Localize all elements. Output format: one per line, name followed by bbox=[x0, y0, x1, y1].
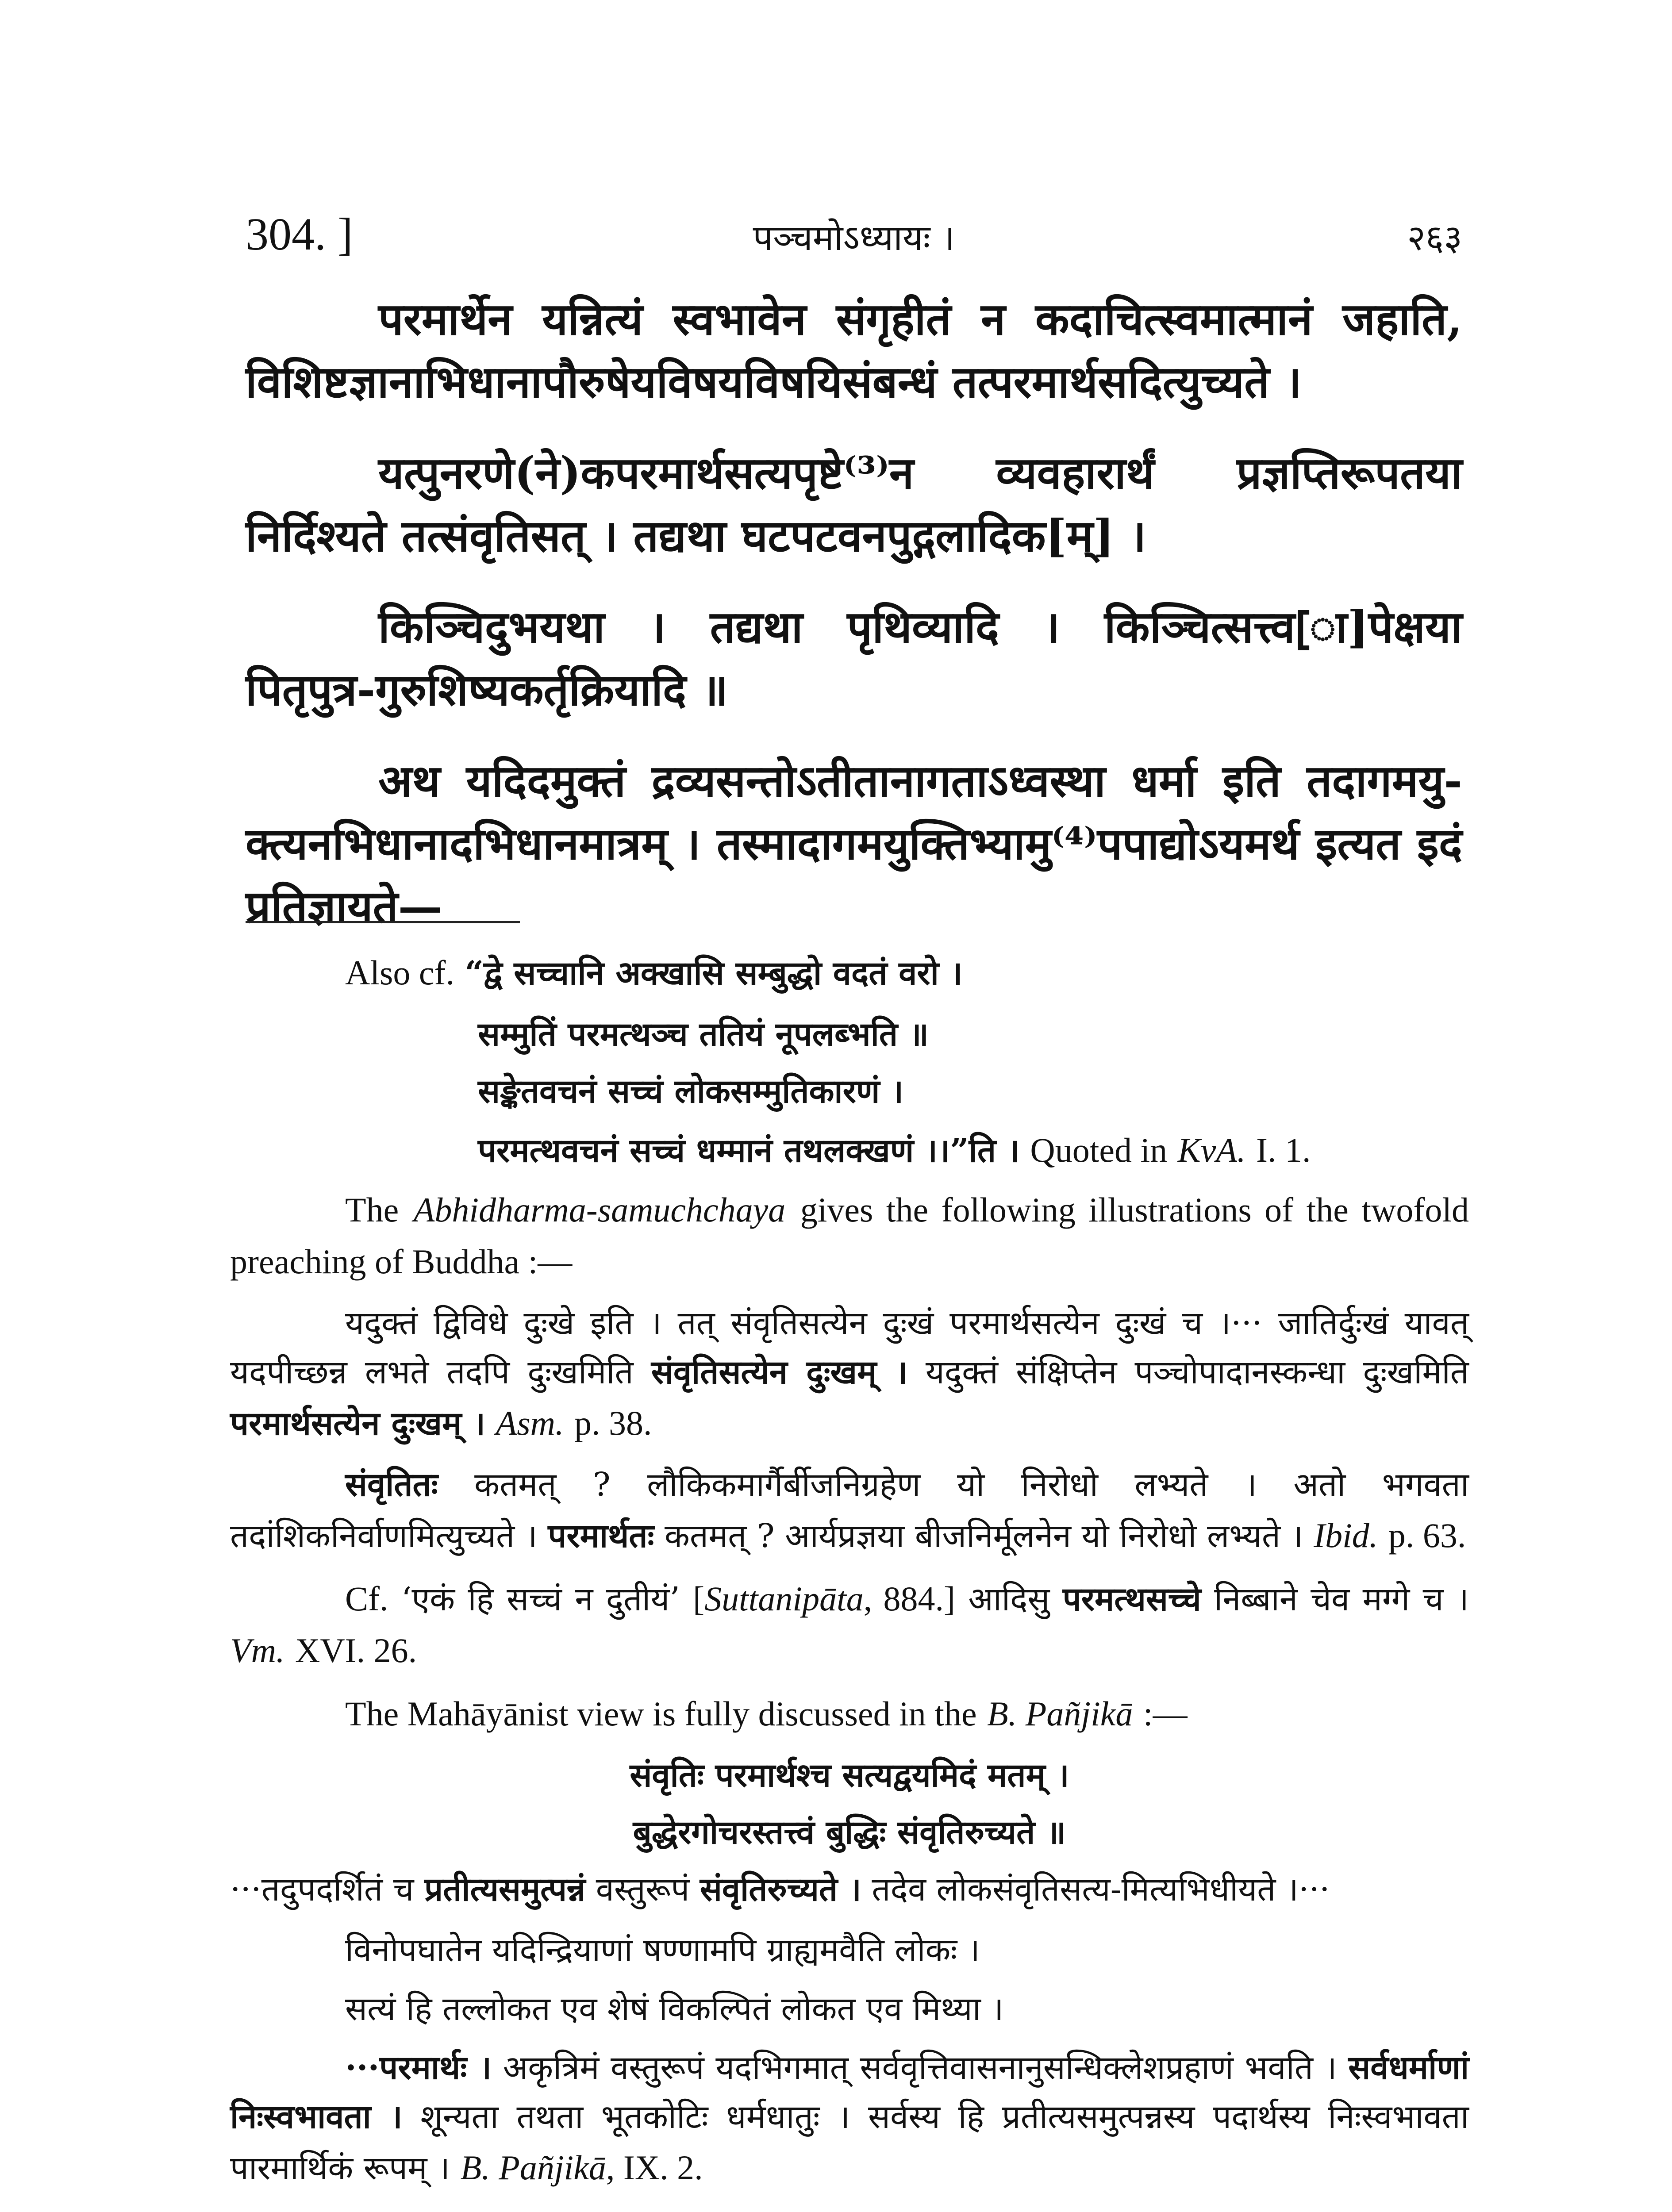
bp-line-2: सत्यं हि तल्लोकत एव शेषं विकल्पितं लोकत एव मिथ्या । bbox=[345, 1990, 1004, 2028]
pali-verse-4: परमत्थवचनं सच्चं धम्मानं तथलक्खणं ।।”ति । bbox=[478, 1132, 1020, 1170]
bp-ref-title: B. Pañjikā bbox=[460, 2148, 606, 2187]
cf-text-d: निब्बाने चेव मग्गे च । bbox=[1214, 1580, 1469, 1618]
asam-intro-the: The bbox=[345, 1190, 399, 1229]
asm-quote-1 bbox=[230, 1299, 1469, 1449]
cf-text-c: परमत्थसच्चे bbox=[1062, 1580, 1201, 1618]
asm-quote-2-bold-a: संवृतितः bbox=[345, 1466, 438, 1504]
bp-paragraph-1 bbox=[230, 1865, 1469, 1914]
footnote-divider bbox=[246, 921, 520, 923]
asm-quote-2-text-d: कतमत् ? आर्यप्रज्ञया बीजनिर्मूलनेन यो निरोधो लभ्यते । bbox=[664, 1517, 1303, 1555]
chapter-title: पञ्चमोऽध्यायः । bbox=[753, 217, 955, 258]
main-text bbox=[246, 288, 1462, 966]
bp-p2-a: ···परमार्थः । bbox=[345, 2049, 492, 2087]
other-views bbox=[230, 2205, 1469, 2212]
asm-quote-2-bold-c: परमार्थतः bbox=[548, 1517, 654, 1555]
pali-verse-2: सम्मुतिं परमत्थञ्च ततियं नूपलब्भति ॥ bbox=[478, 1015, 929, 1053]
cf-src-title: Suttanipāta bbox=[704, 1579, 864, 1618]
cf-src-close: , 884.] bbox=[863, 1579, 955, 1618]
pali-verse-4-line bbox=[230, 1124, 1469, 1176]
asm-quote-1-text-a: यदुक्तं द्विविधे दुःखे इति । तत् संवृतिसत्येन दुःखं परमार्थसत्येन दुःखं च ।··· जातिर्दुःखं यावत् यदपीच्छन्न लभते तदपि दुःखमिति bbox=[230, 1304, 1469, 1391]
bp-p1-b: प्रतीत्यसमुत्पन्नं bbox=[424, 1870, 586, 1909]
bp-p2-c: सर्वधर्माणां निःस्वभावता । bbox=[230, 2049, 1469, 2136]
bp-verse-1: संवृतिः परमार्थश्च सत्यद्वयमिदं मतम् । bbox=[630, 1756, 1069, 1794]
bp-line-1: विनोपघातेन यदिन्द्रियाणां षण्णामपि ग्राह्यमवैति लोकः । bbox=[345, 1931, 980, 1969]
mahayana-intro-end: :— bbox=[1143, 1694, 1188, 1733]
mahayana-intro bbox=[230, 1688, 1469, 1740]
page-number-devanagari: २६३ bbox=[1407, 217, 1462, 258]
main-paragraph-3: किञ्चिदुभयथा । तद्यथा पृथिव्यादि । किञ्चित्सत्त्व[ा]पेक्षया पितृपुत्र-गुरुशिष्यकर्तृक्रियादि ॥ bbox=[246, 601, 1462, 716]
bp-verse-1-line bbox=[230, 1751, 1469, 1800]
bp-verse-2: बुद्धेरगोचरस्तत्त्वं बुद्धिः संवृतिरुच्यते ॥ bbox=[633, 1813, 1066, 1851]
main-paragraph-4: अथ यदिदमुक्तं द्रव्यसन्तोऽतीतानागताऽध्वस्था धर्मा इति तदागमयु-क्त्यनभिधानादभिधानमात्रम् । तस्मादागमयुक्तिभ्यामु⁽⁴⁾पपाद्योऽयमर्थ इत्यत इदं प्रतिज्ञायते— bbox=[246, 755, 1462, 933]
footnote-also-cf bbox=[230, 947, 1469, 998]
asam-intro bbox=[230, 1184, 1469, 1287]
bp-ref: , IX. 2. bbox=[606, 2148, 703, 2187]
bp-p1-d: संवृतिरुच्यते । bbox=[700, 1870, 861, 1909]
kva-abbr: KvA. bbox=[1177, 1131, 1246, 1169]
bp-paragraph-2 bbox=[230, 2043, 1469, 2193]
main-paragraph-1: परमार्थेन यन्नित्यं स्वभावेन संगृहीतं न कदाचित्स्वमात्मानं जहाति, विशिष्टज्ञानाभिधानापौरुषेयविषयविषयिसंबन्धं तत्परमार्थसदित्युच्यते । bbox=[246, 293, 1462, 408]
main-paragraph-2: यत्पुनरणे(ने)कपरमार्थसत्यपृष्टे⁽³⁾न व्यवहारार्थं प्रज्ञप्तिरूपतया निर्दिश्यते तत्संवृतिसत् । तद्यथा घटपटवनपुद्गलादिक[म्] । bbox=[246, 447, 1462, 562]
asm-quote-1-bold-d: परमार्थसत्येन दुःखम् । bbox=[230, 1405, 486, 1443]
mahayana-intro-text: The Mahāyānist view is fully discussed in the bbox=[345, 1694, 977, 1733]
bp-p1-e: तदेव लोकसंवृतिसत्य-मित्यभिधीयते ।··· bbox=[872, 1870, 1330, 1909]
bp-p2-b: अकृत्रिमं वस्तुरूपं यदभिगमात् सर्ववृत्तिवासनानुसन्धिक्लेशप्रहाणं भवति । bbox=[503, 2049, 1337, 2087]
cf-text-b: आदिसु bbox=[968, 1580, 1050, 1618]
page-header bbox=[246, 208, 1462, 279]
asm-quote-2 bbox=[230, 1460, 1469, 1561]
cf-label: Cf. bbox=[345, 1579, 388, 1618]
asm-page: p. 38. bbox=[574, 1404, 652, 1442]
asm-abbr: Asm. bbox=[496, 1404, 564, 1442]
cf-src-open: [ bbox=[693, 1579, 705, 1618]
asm-quote-1-bold-b: संवृतिसत्येन दुःखम् । bbox=[651, 1353, 908, 1391]
vm-ref: XVI. 26. bbox=[295, 1631, 417, 1670]
ibid-page: p. 63. bbox=[1388, 1516, 1466, 1555]
asm-quote-1-text-c: यदुक्तं संक्षिप्तेन पञ्चोपादानस्कन्धा दुःखमिति bbox=[925, 1353, 1469, 1391]
cf-suttanipata bbox=[230, 1573, 1469, 1676]
also-cf-label: Also cf. bbox=[345, 953, 454, 992]
footnotes bbox=[230, 947, 1469, 2212]
asam-title: Abhidharma-samuchchaya bbox=[413, 1190, 786, 1229]
bp-p2-d: शून्यता तथता भूतकोटिः धर्मधातुः । सर्वस्य हि प्रतीत्यसमुत्पन्नस्य पदार्थस्य निःस्वभावता पारमार्थिकं रूपम् । bbox=[230, 2098, 1469, 2187]
asm-quote-2-text-b: कतमत् ? लौकिकमार्गैर्बीजनिग्रहेण यो निरोधो लभ्यते । अतो भगवता तदांशिकनिर्वाणमित्युच्यते । bbox=[230, 1466, 1469, 1555]
panjika-title: B. Pañjikā bbox=[987, 1694, 1133, 1733]
bp-p1-a: ···तदुपदर्शितं च bbox=[230, 1870, 414, 1909]
bp-verse-2-line bbox=[230, 1808, 1469, 1857]
page-number: 304. ] bbox=[246, 209, 353, 260]
cf-quote: ‘एकं हि सच्चं न दुतीयं’ bbox=[401, 1580, 680, 1618]
vm-abbr: Vm. bbox=[230, 1631, 285, 1670]
pali-verse-1: “द्वे सच्चानि अक्खासि सम्बुद्धो वदतं वरो । bbox=[465, 954, 963, 992]
kva-ref: I. 1. bbox=[1256, 1131, 1311, 1169]
pali-verse-3: सङ्केतवचनं सच्चं लोकसम्मुतिकारणं । bbox=[478, 1072, 904, 1110]
pali-verse-3-line bbox=[230, 1067, 1469, 1116]
ibid-abbr: Ibid. bbox=[1314, 1516, 1378, 1555]
bp-p1-c: वस्तुरूपं bbox=[596, 1870, 690, 1909]
quoted-label: Quoted in bbox=[1030, 1131, 1168, 1169]
asam-intro-rest: gives the following illustrations of the twofold preaching of Buddha :— bbox=[230, 1190, 1469, 1281]
pali-verse-2-line bbox=[230, 1010, 1469, 1059]
